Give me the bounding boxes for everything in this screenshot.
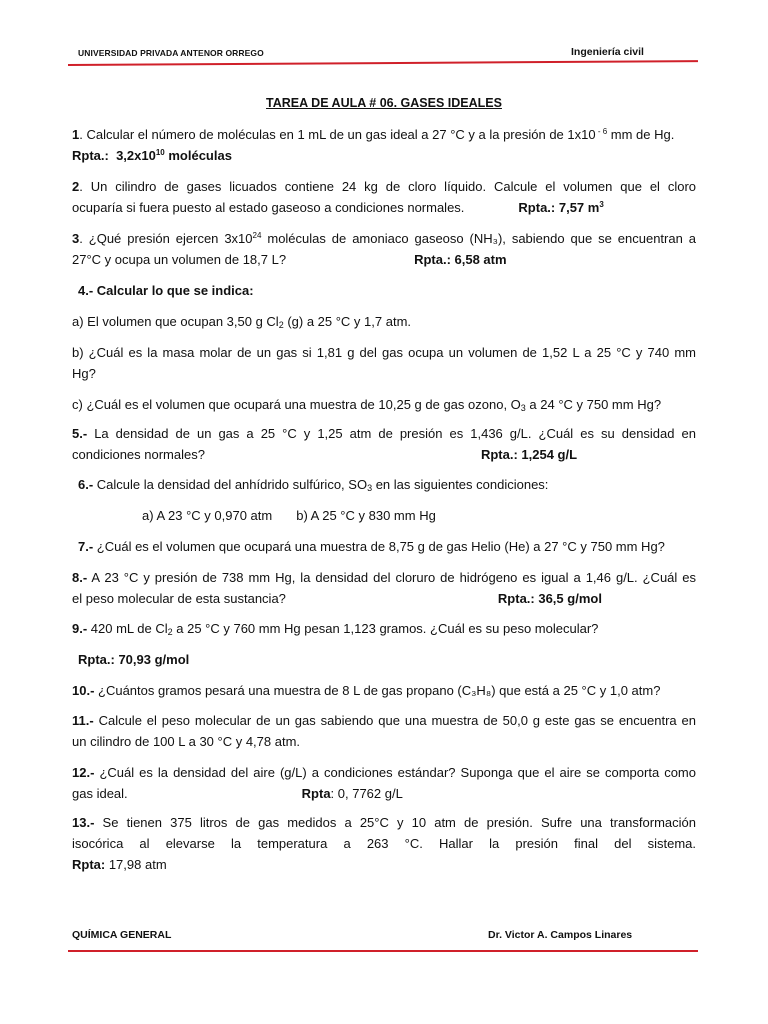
problem-10: 10.- ¿Cuántos gramos pesará una muestra de 8 L de gas propano (C₃H₈) que está a 25 °C y 1,0 atm? [72,683,661,698]
problem-4c: c) ¿Cuál es el volumen que ocupará una muestra de 10,25 g de gas ozono, $O_3$ a 24 °C y 750 mm Hg? [72,397,662,413]
answer: Rpta.: 7,57 $m^3$ [518,200,604,215]
problem-number: 6.- [78,477,94,492]
problem-2: 2. Un cilindro de gases licuados contiene 24 kg de cloro líquido. Calcule el volumen que el cloro ocuparía si fuera puesto al estado gaseoso a condiciones normales. Rpta.: 7,57 $m^3$ [72,179,696,215]
problem-number: 1 [72,127,80,142]
problem-4a: a) El volumen que ocupan 3,50 g $Cl_2$ (g) a 25 °C y 1,7 atm. [72,314,412,330]
problem-number: 10.- [72,683,95,698]
problem-7: 7.- ¿Cuál es el volumen que ocupará una muestra de 8,75 g de gas Helio (He) a 27 °C y 750 mm Hg? [78,539,665,554]
answer: Rpta: 17,98 atm [72,857,167,872]
teacher-name: Dr. Victor A. Campos Linares [488,929,633,941]
problem-1: 1. Calcular el número de moléculas en 1 mL de un gas ideal a 27 °C y a la presión de 1x10 $^{- 6}$ mm de Hg. Rpta.: $3,2x10^{10}$ moléculas [72,124,696,166]
course-name: QUÍMICA GENERAL [72,929,172,941]
problem-9: 9.- 420 mL de $Cl_2$ a 25 °C y 760 mm Hg pesan 1,123 gramos. ¿Cuál es su peso molecular? [72,621,599,637]
problem-number: 7.- [78,539,94,554]
problem-number: 12.- [72,765,95,780]
problem-number: 11.- [72,713,94,728]
problem-6-options: a) A 23 °C y 0,970 atm b) A 25 °C y 830 mm Hg [142,508,436,523]
answer: Rpta.: 6,58 atm [414,252,507,267]
footer-rule [68,950,698,952]
problem-13: 13.- Se tienen 375 litros de gas medidos a 25°C y 10 atm de presión. Sufre una transformación isocórica al elevarse la temperatura a 263 °C. Hallar la presión final del sistema. Rpta: 17,98 atm [72,812,696,875]
page-title: TAREA DE AULA # 06. GASES IDEALES [266,96,502,110]
problem-number: 3 [72,231,80,246]
answer: Rpta.: $3,2x10^{10}$ moléculas [72,148,232,163]
university-name: UNIVERSIDAD PRIVADA ANTENOR ORREGO [78,48,264,58]
answer: Rpta.: 1,254 g/L [480,447,578,462]
problem-4b: b) ¿Cuál es la masa molar de un gas si 1,81 g del gas ocupa un volumen de 1,52 L a 25 °C y 740 mm Hg? [72,345,696,381]
problem-3: 3. ¿Qué presión ejercen $3x10^{24}$ moléculas de amoniaco gaseoso (NH₃), sabiendo que se encuentran a 27°C y ocupa un volumen de 18,7 L? Rpta.: 6,58 atm [72,231,696,267]
problem-4-header: 4.- Calcular lo que se indica: [78,283,254,298]
problem-number: 13.- [72,815,95,830]
problem-6: 6.- Calcule la densidad del anhídrido sulfúrico, $SO_3$ en las siguientes condiciones: [78,477,549,493]
problem-number: 2 [72,179,80,194]
header-rule [68,60,698,66]
problem-11: 11.- Calcule el peso molecular de un gas sabiendo que una muestra de 50,0 g este gas se encuentra en un cilindro de 100 L a 30 °C y 4,78 atm. [72,713,696,749]
problem-5: 5.- La densidad de un gas a 25 °C y 1,25 atm de presión es 1,436 g/L. ¿Cuál es su densidad en condiciones normales? Rpta.: 1,254 g/L [72,426,696,462]
department-name: Ingeniería civil [571,46,644,58]
answer: Rpta.: 36,5 g/mol [497,591,602,606]
answer: Rpta: 0, 7762 g/L [301,786,403,801]
problem-number: 5.- [72,426,88,441]
problem-number: 8.- [72,570,88,585]
answer: Rpta.: 70,93 g/mol [78,652,190,667]
problem-9-answer [78,649,696,670]
problem-8: 8.- A 23 °C y presión de 738 mm Hg, la densidad del cloruro de hidrógeno es igual a 1,46 g/L. ¿Cuál es el peso molecular de esta sustancia? Rpta.: 36,5 g/mol [72,570,696,606]
problem-number: 9.- [72,621,88,636]
problem-12: 12.- ¿Cuál es la densidad del aire (g/L) a condiciones estándar? Suponga que el aire se comporta como gas ideal. Rpta: 0, 7762 g/L [72,765,696,801]
